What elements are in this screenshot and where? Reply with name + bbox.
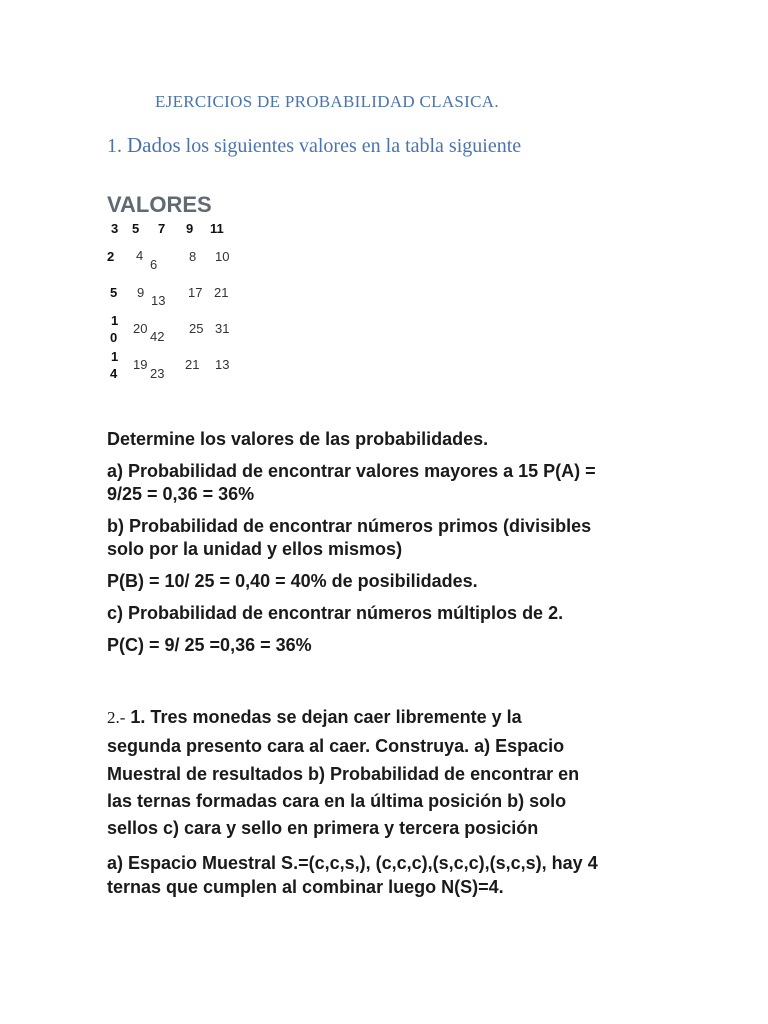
exercise-2-line1 <box>107 703 522 732</box>
exercise-2-line5: sellos c) cara y sello en primera y tercera posición <box>107 818 539 838</box>
table-cell: 8 <box>189 249 197 264</box>
table-cell: 19 <box>133 357 148 372</box>
paragraph-a-line1: a) Probabilidad de encontrar valores mayores a 15 P(A) = <box>107 461 596 481</box>
exercise-2-prefix: 2.- <box>107 708 126 727</box>
table-cell: 25 <box>189 321 204 336</box>
table-row-label: 4 <box>110 366 118 381</box>
exercise-1-heading <box>107 133 521 158</box>
table-cell: 21 <box>214 285 229 300</box>
exercise-1-word: Dados <box>127 133 181 157</box>
exercise-2-line3: Muestral de resultados b) Probabilidad de encontrar en <box>107 764 580 784</box>
table-header-cell: 7 <box>158 221 166 236</box>
table-cell: 23 <box>150 366 165 381</box>
paragraph-b-line2: solo por la unidad y ellos mismos) <box>107 539 403 559</box>
table-cell: 31 <box>215 321 230 336</box>
table-cell: 17 <box>188 285 203 300</box>
table-row-label: 1 <box>111 349 119 364</box>
valores-label: VALORES <box>107 192 212 217</box>
paragraph-a-line2: 9/25 = 0,36 = 36% <box>107 484 255 504</box>
exercise-1-rest: los siguientes valores en la tabla siguiente <box>180 135 522 157</box>
table-cell: 4 <box>136 248 144 263</box>
table-header-cell: 9 <box>186 221 194 236</box>
paragraph-determine: Determine los valores de las probabilidades. <box>107 429 489 449</box>
table-cell: 20 <box>133 321 148 336</box>
table-row-label: 5 <box>110 285 118 300</box>
exercise-2-line2: segunda presento cara al caer. Construya. a) Espacio <box>107 736 565 756</box>
table-row-label: 1 <box>111 313 119 328</box>
table-header-cell: 5 <box>132 221 140 236</box>
table-cell: 6 <box>150 257 158 272</box>
table-row-label: 0 <box>110 330 118 345</box>
table-cell: 13 <box>215 357 230 372</box>
table-header-cell: 11 <box>210 221 224 236</box>
table-cell: 13 <box>151 293 166 308</box>
paragraph-b-line3: P(B) = 10/ 25 = 0,40 = 40% de posibilidades. <box>107 571 478 591</box>
exercise-2-line4: las ternas formadas cara en la última posición b) solo <box>107 791 567 811</box>
exercise-1-number: 1. <box>107 135 122 157</box>
document-title: EJERCICIOS DE PROBABILIDAD CLASICA. <box>155 92 499 111</box>
table-cell: 21 <box>185 357 200 372</box>
paragraph-b-line1: b) Probabilidad de encontrar números primos (divisibles <box>107 516 592 536</box>
table-cell: 9 <box>137 285 145 300</box>
exercise-2-answer-line1: a) Espacio Muestral S.=(c,c,s,), (c,c,c),(s,c,c),(s,c,s), hay 4 <box>107 853 598 873</box>
exercise-2-line1-text: 1. Tres monedas se dejan caer libremente y la <box>125 707 522 727</box>
table-header-cell: 3 <box>111 221 119 236</box>
table-row-label: 2 <box>107 249 115 264</box>
paragraph-c-line1: c) Probabilidad de encontrar números múltiplos de 2. <box>107 603 564 623</box>
table-cell: 42 <box>150 329 165 344</box>
exercise-2-answer-line2: ternas que cumplen al combinar luego N(S)=4. <box>107 877 504 897</box>
paragraph-c-line2: P(C) = 9/ 25 =0,36 = 36% <box>107 635 312 655</box>
table-cell: 10 <box>215 249 230 264</box>
